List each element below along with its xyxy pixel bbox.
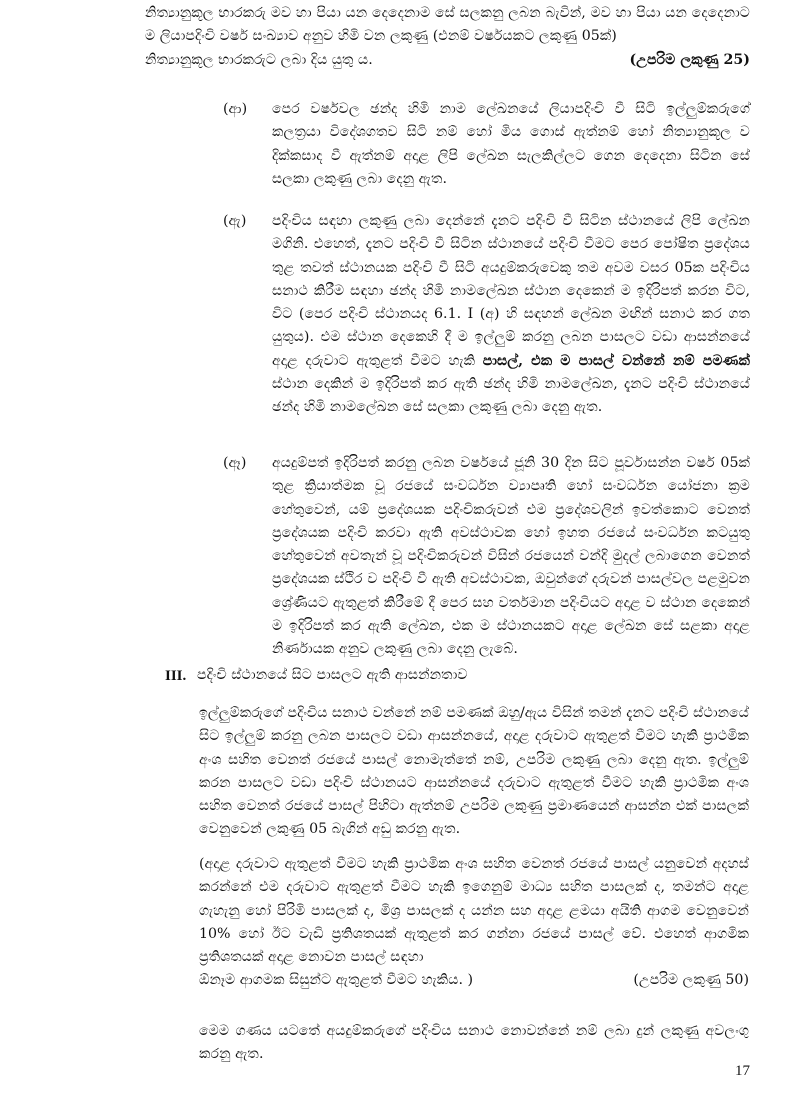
intro-last-line: නිත්‍යානුකූල භාරකරුට ලබා දිය යුතු ය. — [145, 51, 373, 68]
item-aa-text: පෙර වර්ෂවල ඡන්ද හිමි නාම ලේඛනයේ ලියාපදිංචි වී සිටි ඉල්ලුම්කරුගේ කලත්‍රයා විදේශගතව සිටි නම් හෝ මිය ගොස් ඇත්නම් හෝ නිත්‍යානුකූල ව දික්කසාද වී ඇත්නම් අදාළ ලිපි ලේඛන සැලකිල්ලට ගෙන දෙදෙනා සිටින සේ සලකා ලකුණු ලබා දෙනු ඇත. — [272, 101, 750, 187]
section-note-max-marks: (උපරිම ලකුණු 50) — [633, 972, 749, 989]
item-ae-bold-text: පාසල්, එක ම පාසල් වන්නේ නම් පමණක් — [482, 352, 750, 369]
section-note-last-row — [199, 969, 749, 992]
intro-last-row — [145, 49, 750, 72]
section-title: පදිංචි ස්ථානයේ සිට පාසලට ඇති ආසන්නතාව — [197, 667, 468, 683]
closing-paragraph — [199, 1020, 749, 1067]
section-note-paragraph — [199, 853, 749, 992]
section-body-paragraph — [199, 702, 749, 842]
item-ae-paragraph — [272, 210, 750, 420]
item-ae-text-after: ස්ථාන දෙකින් ම ඉදිරිපත් කර ඇති ඡන්ද හිමි නාමලේඛන, දැනට පදිංචි ස්ථානයේ ඡන්ද හිමි නාමලේඛන සේ සලකා ලකුණු ලබා දෙනු ඇත. — [272, 376, 750, 416]
item-aee-paragraph — [272, 452, 750, 662]
item-marker-aee: (ඈ) — [223, 455, 247, 471]
item-ae-text-before: පදිංචිය සඳහා ලකුණු ලබා දෙන්නේ දැනට පදිංචි වී සිටින ස්ථානයේ ලිපි ලේඛන මගිනි. එහෙත්, දැනට පදිංචි වී සිටින ස්ථානයේ පදිංචි වීමට පෙර පෝෂිත ප්‍රදේශය තුළ තවත් ස්ථානයක පදිංචි වී සිටි අයදුම්කරුවෙකු තම අවම වසර 05ක පදිංචිය සනාථ කිරීම සඳහා ඡන්ද හිමි නාමලේඛන ස්ථාන දෙකෙන් ම ඉදිරිපත් කරන විට, විට (පෙර පදිංචි ස්ථානයද 6.1. I (අ) හි සඳහන් ලේඛන මඟින් සනාථ කර ගත යුතුය). එම ස්ථාන දෙකෙහි දී ම ඉල්ලුම් කරනු ලබන පාසලට වඩා ආසන්නයේ අදාළ දරුවාට ඇතුළත් වීමට හැකි — [272, 213, 750, 369]
closing-text: මෙම ගණය යටතේ අයදුම්කරුගේ පදිංචිය සනාථ නොවන්නේ නම් ලබා දුන් ලකුණු අවලංගු කරනු ඇත. — [199, 1023, 749, 1063]
item-aee-text: අයදුම්පත් ඉදිරිපත් කරනු ලබන වර්ෂයේ ජූනි 30 දින සිට පූර්වාසන්න වර්ෂ 05ක් තුළ ක්‍රියාත්මක වූ රජයේ සංවර්ධන ව්‍යාපෘති හෝ සංවර්ධන යෝජනා ක්‍රම හේතුවෙන්, යම් ප්‍රදේශයක පදිංචිකරුවන් එම ප්‍රදේශවලින් ඉවත්කොට වෙනත් ප්‍රදේශයක පදිංචි කරවා ඇති අවස්ථාවක හෝ ඉහත රජයේ සංවර්ධන කටයුතු හේතුවෙන් අවතැන් වූ පදිංචිකරුවන් විසින් රජයෙන් වන්දි මුදල් ලබාගෙන වෙනත් ප්‍රදේශයක ස්ථිර ව පදිංචි වී ඇති අවස්ථාවක, ඔවුන්ගේ දරුවන් පාසල්වල පළමුවන ශ්‍රේණියට ඇතුළත් කිරීමේ දී පෙර සහ වර්තමාන පදිංචියට අදාළ ව ස්ථාන දෙකෙන් ම ඉදිරිපත් කර ඇති ලේඛන, එක ම ස්ථානයකට අදාළ ලේඛන සේ සළකා අදාළ නිර්ණායක අනුව ලකුණු ලබා දෙනු ලැබේ. — [272, 455, 750, 658]
section-body-text: ඉල්ලුම්කරුගේ පදිංචිය සනාථ වන්නේ නම් පමණක් ඔහු/ඇය විසින් තමන් දැනට පදිංචි ස්ථානයේ සිට ඉල්ලුම් කරනු ලබන පාසලට වඩා ආසන්නයේ, අදාළ දරුවාට ඇතුළත් වීමට හැකි ප්‍රාථමික අංශ සහිත වෙනත් රජයේ පාසල් නොමැත්තේ නම්, උපරිම ලකුණු ලබා දෙනු ඇත. ඉල්ලුම් කරන පාසලට වඩා පදිංචි ස්ථානයට ආසන්නයේ දරුවාට ඇතුළත් වීමට හැකි ප්‍රාථමික අංශ සහිත වෙනත් රජයේ පාසල් පිහිටා ඇත්නම් උපරිම ලකුණු ප්‍රමාණයෙන් ආසන්න එක් පාසලක් වෙනුවෙන් ලකුණු 05 බැගින් අඩු කරනු ඇත. — [199, 705, 749, 838]
section-note-text: (අදාළ දරුවාට ඇතුළත් වීමට හැකි ප්‍රාථමික අංශ සහිත වෙනත් රජයේ පාසල් යනුවෙන් අදහස් කරන්නේ එම දරුවාට ඇතුළත් වීමට හැකි ඉගෙනුම් මාධ්‍ය සහිත පාසලක් ද, තමන්ට අදාළ ගැහැනු හෝ පිරිමි පාසලක් ද, මිශ්‍ර පාසලක් ද යන්න සහ අදාළ ළමයා අයිති ආගම වෙනුවෙන් 10% හෝ ඊට වැඩි ප්‍රතිශතයක් ඇතුළත් කර ගන්නා රජයේ පාසල් වේ. එහෙත් ආගමික ප්‍රතිශතයක් අදාළ නොවන පාසල් සඳහා — [199, 856, 749, 966]
section-note-last-line: ඕනෑම ආගමක සිසුන්ට ඇතුළත් වීමට හැකිය. ) — [199, 972, 473, 989]
section-number: III. — [165, 668, 187, 684]
page-number: 17 — [735, 1063, 750, 1079]
item-marker-ae: (ඇ) — [223, 213, 247, 229]
item-aa-paragraph — [272, 98, 750, 191]
item-ae-text — [272, 210, 750, 420]
item-marker-aa: (ආ) — [223, 101, 248, 117]
intro-paragraph — [145, 2, 750, 72]
intro-text: නිත්‍යානුකූල භාරකරු මව හා පියා යන දෙදෙනාම සේ සලකනු ලබන බැවින්, මව හා පියා යන දෙදෙනාට ම ලියාපදිංචි වර්ෂ සංඛ්‍යාව අනුව හිමි වන ලකුණු (එනම් වර්ෂයකට ලකුණු 05ක්) — [145, 5, 750, 45]
intro-max-marks: (උපරිම ලකුණු 25) — [629, 51, 750, 68]
